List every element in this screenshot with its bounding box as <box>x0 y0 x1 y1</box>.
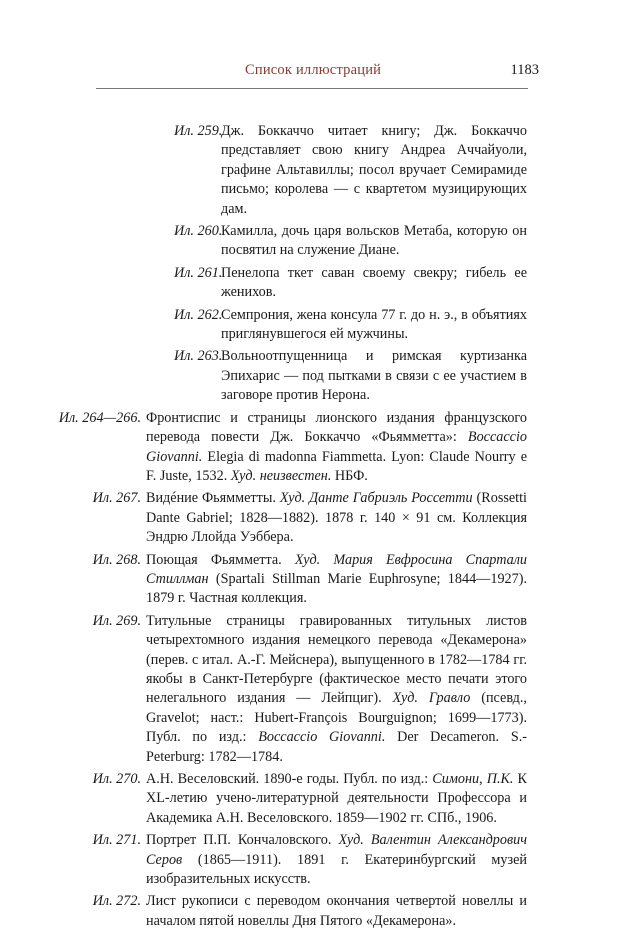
running-title: Список иллюстраций <box>245 62 382 78</box>
entry-text: Лист рукописи с переводом окончания четвертой новеллы и началом пятой новеллы Дня Пятого «Декамерона». <box>146 893 527 929</box>
entry-label: Ил. 262. <box>174 306 223 323</box>
header-rule <box>96 88 528 89</box>
entry-label: Ил. 270. <box>92 771 141 787</box>
entry-text-italic: Boccaccio Giovanni. <box>146 429 527 465</box>
illustration-entry-261 <box>0 264 627 303</box>
entry-text: Поющая Фьямметта. <box>146 551 295 568</box>
entry-text-italic: Худ. Данте Габриэль Россетти <box>279 490 473 507</box>
entry-text-italic: Симони, П.К. <box>432 771 514 787</box>
entry-text-italic: Boccaccio Giovanni. <box>258 729 386 746</box>
entry-text: А.Н. Веселовский. 1890-е годы. Публ. по изд.: <box>146 771 433 787</box>
entry-label: Ил. 271. <box>92 832 141 849</box>
illustration-entry-271 <box>0 831 627 889</box>
entry-text: Вольноотпущенница и римская куртизанка Эпихарис — под пытками в связи с ее участием в заговоре против Нерона. <box>221 348 527 404</box>
illustration-list <box>0 122 627 934</box>
entry-text: (Spartali Stillman Marie Euphrosyne; 1844—1927). 1879 г. Частная коллекция. <box>146 570 527 607</box>
illustration-entry-259 <box>0 122 627 219</box>
entry-text: НБФ. <box>331 467 368 484</box>
entry-text: К XL-летию учено-литературной деятельности Профессора и Академика А.Н. Веселовского. 1859—1902 гг. СПб., 1906. <box>146 771 527 826</box>
entry-label: Ил. 272. <box>92 893 141 910</box>
entry-label: Ил. 268. <box>92 551 141 568</box>
entry-text-italic: Худ. Мария Евфросина Спартали Стиллман <box>146 551 528 587</box>
entry-text: Камилла, дочь царя вольсков Метаба, которую он посвятил на служение Диане. <box>221 223 527 259</box>
entry-text: Портрет П.П. Кончаловского. <box>146 832 339 849</box>
entry-text: Пенелопа ткет саван своему свекру; гибель ее женихов. <box>221 264 527 301</box>
entry-text: Elegia di madonna Fiammetta. Lyon: Claude Nourry e F. Juste, 1532. <box>146 448 527 484</box>
entry-text: Видéние Фьямметты. <box>146 490 280 507</box>
entry-text: (Rossetti Dante Gabriel; 1828—1882). 1878 г. 140 × 91 см. Коллекция Эндрю Ллойда Уэббера. <box>146 490 527 546</box>
entry-label: Ил. 260. <box>174 223 223 240</box>
entry-label: Ил. 259. <box>174 123 223 139</box>
page-header <box>0 62 627 86</box>
entry-text: Титульные страницы гравированных титульных листов четырехтомного издания немецкого перевода «Декамерона» (перев. с итал. А.-Г. Мейснера), выпущенного в 1782—1784 гг. якобы в Санкт-Петербурге (фактическое место печати этого нелегального издания — Лейпциг). <box>146 612 527 707</box>
entry-text: Семпрония, жена консула 77 г. до н. э., в объятиях приглянувшегося ей мужчины. <box>221 306 527 343</box>
illustration-entry-268 <box>0 551 627 609</box>
entry-text: Фронтиспис и страницы лионского издания французского перевода повести Дж. Боккаччо «Фьямметта»: <box>146 409 527 446</box>
entry-text-italic: Худ. Валентин Александрович Серов <box>146 832 527 868</box>
illustration-entry-263 <box>0 347 627 405</box>
page-number: 1183 <box>510 62 539 78</box>
illustration-entry-270 <box>0 770 627 828</box>
entry-label: Ил. 261. <box>174 264 223 281</box>
illustration-entry-262 <box>0 306 627 345</box>
entry-text: Der Decameron. S.-Peterburg: 1782—1784. <box>146 729 527 765</box>
entry-label: Ил. 269. <box>92 612 141 629</box>
entry-text-italic: Худ. Гравло <box>392 690 471 707</box>
entry-text: (1865—1911). 1891 г. Екатеринбургский музей изобразительных искусств. <box>146 851 527 888</box>
illustration-entry-269 <box>0 612 627 767</box>
entry-text-italic: Худ. неизвестен. <box>230 467 332 484</box>
entry-label: Ил. 267. <box>92 490 141 507</box>
entry-text: Дж. Боккаччо читает книгу; Дж. Боккаччо представляет свою книгу Андреа Аччайуоли, графине Альтавиллы; посол вручает Семирамиде письмо; королева — с квартетом музицирующих дам. <box>221 123 527 217</box>
illustration-entry-272 <box>0 892 627 931</box>
illustration-entry-264-266 <box>0 409 627 487</box>
illustration-entry-260 <box>0 222 627 261</box>
entry-label: Ил. 264—266. <box>58 409 141 426</box>
entry-text: (псевд., Gravelot; наст.: Hubert-François Bourguignon; 1699—1773). Публ. по изд.: <box>146 690 527 746</box>
illustration-entry-267 <box>0 489 627 547</box>
entry-label: Ил. 263. <box>174 348 223 365</box>
